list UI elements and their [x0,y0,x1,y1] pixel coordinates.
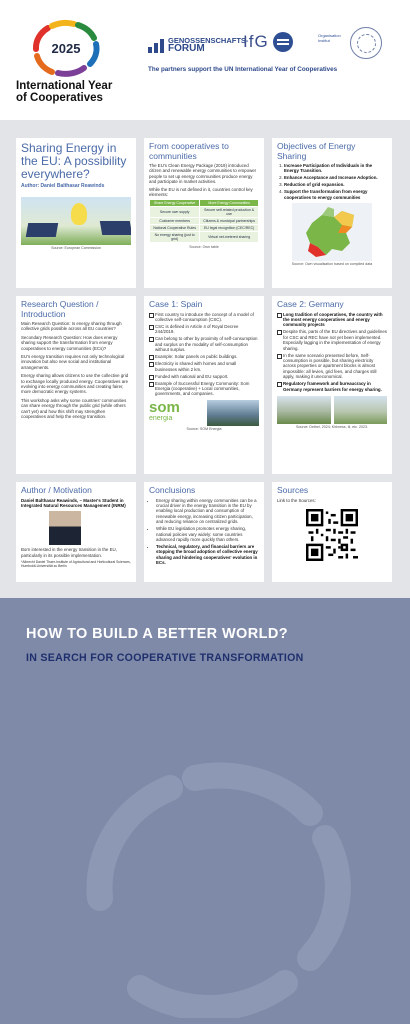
germany-caption: Source: Dethel, 2024; Kirkness, Iii, etc. 2023. [296,424,368,429]
author-card [16,482,136,582]
spain-photo [207,400,259,426]
ifg-circle-icon [273,32,293,52]
poster-title: Sharing Energy in the EU: A possibility everywhere? [21,141,127,181]
som-energia-logo [149,400,203,426]
qr-code[interactable] [306,509,358,561]
coop-card [144,138,264,288]
coop-p1: The EU's Clean Energy Package (2019) introduced citizen and renewable energy communities to empower people to set up energy communities produce energy and participate in market activities. [149,163,257,185]
ifg-text: IfG [243,32,269,51]
intro-caption: Source: European Commission [51,246,101,250]
iyc-title [16,80,136,104]
europe-map [292,203,372,261]
iyc-year: 2025 [51,41,81,56]
research-p2: Secondary Research Question: How does energy sharing support the transformation from energy cooperatives to energy communities (ECs)? [21,334,118,351]
solar-photo [21,197,131,245]
sources-card [272,482,392,582]
coop-p2: While the EU is not defined in it, countries control key elements: [149,186,253,198]
spain-title: Case 1: Spain [149,299,203,309]
author-photo [49,511,81,545]
list-item: In the same scenario presented before, Self-consumption is possible, but sharing electricity across properties or apartment blocks is almost impossible: all levies, grid fees, and charges still apply, making it uneconomical. [277,353,387,380]
list-item: 2. Enhance Acceptance and Increase Adoption. [284,175,387,180]
coop-th1: Share Energy Cooperative [150,200,200,207]
list-item: 1. Increase Participation of Individuals in the Energy Transition. [284,163,387,174]
spain-card [144,296,264,474]
partners-statement: The partners support the UN International Year of Cooperatives [148,66,338,73]
author-p3: *Albrecht Daniel Thaer-Institute of Agricultural and Horticultural Sciences, Humboldt-Universität zu Berlin [21,560,131,569]
table-cell: Secure self-related production & use [200,207,259,218]
table-cell: Secure own supply [150,207,200,218]
gf-mark-icon [148,37,164,53]
university-seal-icon [350,27,382,59]
germany-card [272,296,392,474]
research-p1: Main Research Question: Is energy sharing through collective grids possible across all EU countries? [21,321,122,332]
table-row [150,218,259,225]
research-title: Research Question / Introduction [21,299,99,319]
footer-subtitle: IN SEARCH FOR COOPERATIVE TRANSFORMATION [26,652,304,664]
research-p3: EU's energy transition requires not only technological innovation but also new social and institutional arrangements. [21,354,125,370]
table-row [150,232,259,243]
gf-line2: FORUM [168,43,205,54]
research-p4: Energy sharing allows citizens to use the collective grid to exchange locally produced energy. Cooperatives are evolving into energy communities and creating fairer, more democratic energy systems. [21,373,129,395]
poster-header [0,0,410,118]
objectives-caption: Source: Own visualisation based on compiled data [291,262,373,267]
solar-panel-icon [26,223,58,237]
table-row [150,207,259,218]
conclusions-title: Conclusions [149,485,196,495]
footer-title: HOW TO BUILD A BETTER WORLD? [26,626,288,642]
poster-body [0,120,410,598]
genossenschaftsforum-logo [148,33,248,57]
iyc-title-line1: International Year [16,80,113,92]
list-item: • While EU legislation promotes energy sharing, national policies vary widely: some countries advanced rapidly more quickly than others. [156,526,259,542]
author-p1: Daniel Balthasar Reawinds, – Master's Student in Integrated Natural Resources Management (INRM) [21,497,126,508]
iyc-title-line2: of Cooperatives [16,92,103,104]
coop-caption: Source: Own table [189,245,219,250]
poster-footer [0,598,410,1024]
list-item: 4. Support the transformation from energy cooperatives to energy communities [284,189,387,200]
list-item: Funded with national and EU support. [149,374,259,379]
table-cell: No energy sharing (just to grid) [150,232,200,243]
list-item: 3. Reduction of grid expansion. [284,182,387,187]
table-cell: Virtual net-metered sharing [200,232,259,243]
list-item: Regulatory framework and bureaucracy in Germany represent barriers for energy sharing. [277,381,387,392]
list-item: Can belong to other by proximity of self-consumption and surplus on the modality of self-consumption without surplus. [149,336,259,352]
cooperative-ring-watermark [20,718,400,1018]
author-p2: Born interested in the energy transition in the EU, particularly in its possible implementation. [21,547,117,558]
list-item: CSC is defined in Article 4 of Royal Decree 244/2019. [149,324,259,335]
author-title: Author / Motivation [21,485,92,495]
conclusions-list [149,498,259,566]
list-item: Example of Successful Energy Community: Som Energia (cooperative) + Local communities, governments, and companies. [149,381,259,397]
list-item: • Energy sharing within energy communities can be a crucial driver in the energy transition in the EU by enabling local production and consumption of renewable energy, increasing citizen participation, and reducing reliance on centralized grids. [156,498,259,525]
table-cell: National Cooperative Rules [150,225,200,232]
spain-images [149,400,259,426]
germany-photo-2 [334,396,388,424]
energia-logo-text: energia [149,414,173,422]
som-logo-text: som [149,398,180,416]
spain-caption: Source: SOM Energia [186,426,222,431]
coop-table [149,199,259,243]
table-cell: Customer members [150,218,200,225]
germany-photo-1 [277,396,331,424]
list-item: Long tradition of cooperatives, the country with the most energy cooperatives and energy community projects [277,312,387,328]
table-cell: Citizens & municipal partnerships [200,218,259,225]
list-item: Despite this, parts of the EU directives and guidelines for CSC and REC have not yet been implemented. Especially lagging in the implementation of energy sharing. [277,329,387,351]
list-item: Electricity is shared with homes and small businesses within 2 km. [149,361,259,372]
research-card [16,296,136,474]
coop-title: From cooperatives to communities [149,141,229,161]
germany-title: Case 2: Germany [277,299,344,309]
list-item: • Technical, regulatory, and financial barriers are stopping the broad adoption of collective energy sharing and hindering cooperatives' evolution in ECs. [156,544,259,566]
solar-panel-icon [100,221,131,235]
poster-author: Author: Daniel Balthasar Reawinds [21,183,105,189]
research-p5: This workshop asks why some countries' communities can share energy through the public grid (while others can't yet) and how this shift may strengthen cooperatives and help the energy transition. [21,397,127,420]
germany-images [277,396,387,424]
intro-card [16,138,136,288]
conclusions-card [144,482,264,582]
objectives-title: Objectives of Energy Sharing [277,141,356,161]
table-cell: EU legal recognition (CEC/REC) [200,225,259,232]
coop-th2: More Energy Communities [200,200,259,207]
list-item: Example: Solar panels on public buildings. [149,354,259,359]
spain-list [149,312,259,397]
germany-list [277,312,387,392]
sources-title: Sources [277,485,309,495]
university-label: Organisation Institut [318,33,341,43]
objectives-list [277,163,387,200]
list-item: First country to introduce the concept of a model of collective self-consumption (CSC). [149,312,259,323]
sources-p1: Link to the Sources: [277,497,316,503]
lightbulb-icon [71,203,87,225]
ifg-logo [243,32,293,52]
iyc-logo [18,18,114,80]
gf-line1: GENOSSENSCHAFTS- [168,36,249,45]
objectives-card [272,138,392,288]
table-row [150,225,259,232]
